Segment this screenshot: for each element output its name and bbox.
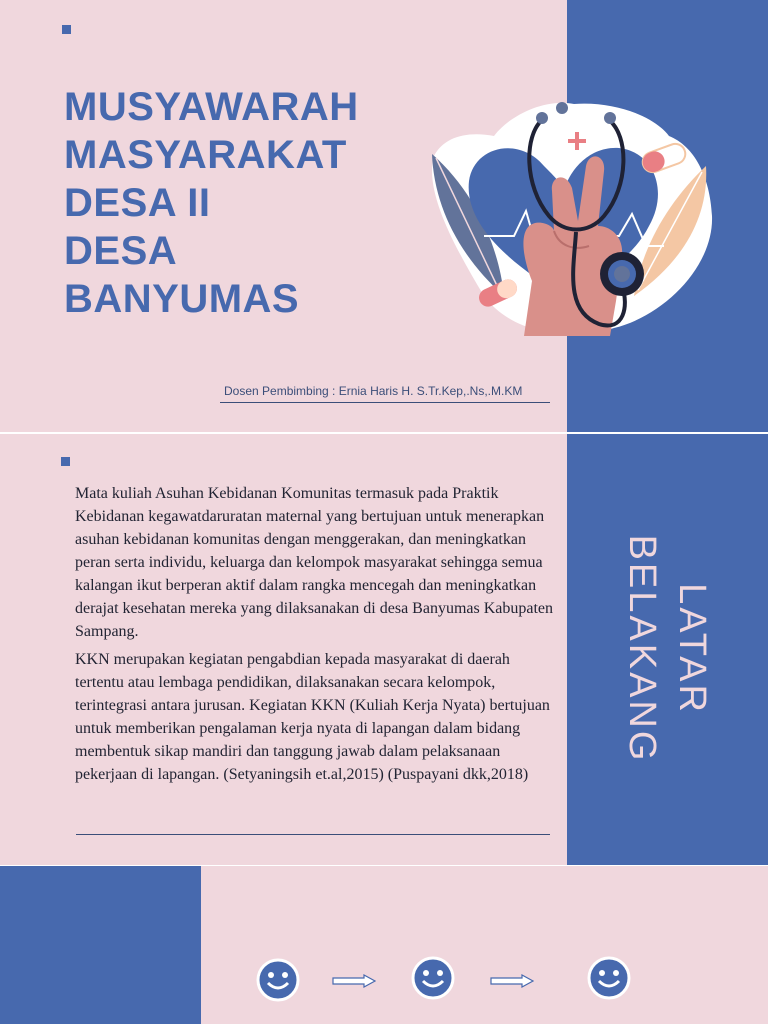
title-line-5: BANYUMAS — [64, 277, 300, 321]
side-title — [617, 535, 717, 764]
hand-stethoscope-heart-illustration — [414, 96, 720, 336]
slide-flow — [0, 866, 768, 1024]
smiley-icon — [587, 956, 631, 1000]
side-title-line-1: LATAR — [671, 583, 713, 715]
paragraph-2: KKN merupakan kegiatan pengabdian kepada masyarakat di daerah tertentu atau lembaga pendidikan, dilaksanakan secara kelompok, terintegrasi antara jurusan. Kegiatan KKN (Kuliah Kerja Nyata) bertujuan untuk memberikan pengalaman kerja nyata di lapangan dalam bidang membentuk sikap mandiri dan tanggung jawab dalam pelaksanaan pekerjaan di lapangan. (Setyaningsih et.al,2015) (Puspayani dkk,2018) — [75, 651, 550, 783]
arrow-right-icon — [490, 974, 534, 988]
slide-latar-belakang — [0, 434, 768, 865]
smiley-icon — [411, 956, 455, 1000]
slide-title — [0, 0, 768, 432]
paragraph-1: Mata kuliah Asuhan Kebidanan Komunitas termasuk pada Praktik Kebidanan kegawatdaruratan maternal yang bertujuan untuk menerapkan asuhan kebidanan komunitas dengan menggerakan, dan meningkatkan peran serta individu, keluarga dan kelompok masyarakat sehingga semua kalangan ikut berperan aktif dalam rangka mencegah dan meningkatkan derajat kesehatan mereka yang dilaksanakan di desa Banyumas Kabupaten Sampang. — [75, 485, 554, 640]
dosen-pembimbing: Dosen Pembimbing : Ernia Haris H. S.Tr.Kep,.Ns,.M.KM — [224, 384, 523, 398]
accent-bar — [0, 866, 201, 1024]
divider — [76, 834, 550, 835]
bullet-square — [62, 25, 71, 34]
divider — [220, 402, 550, 403]
bullet-square — [61, 457, 70, 466]
smiley-icon — [256, 958, 300, 1002]
title-line-3: DESA II — [64, 181, 211, 225]
body-text — [75, 482, 561, 791]
title-line-2: MASYARAKAT — [64, 133, 347, 177]
title-line-1: MUSYAWARAH — [64, 85, 359, 129]
title-line-4: DESA — [64, 229, 178, 273]
arrow-right-icon — [332, 974, 376, 988]
side-title-line-2: BELAKANG — [621, 534, 663, 764]
